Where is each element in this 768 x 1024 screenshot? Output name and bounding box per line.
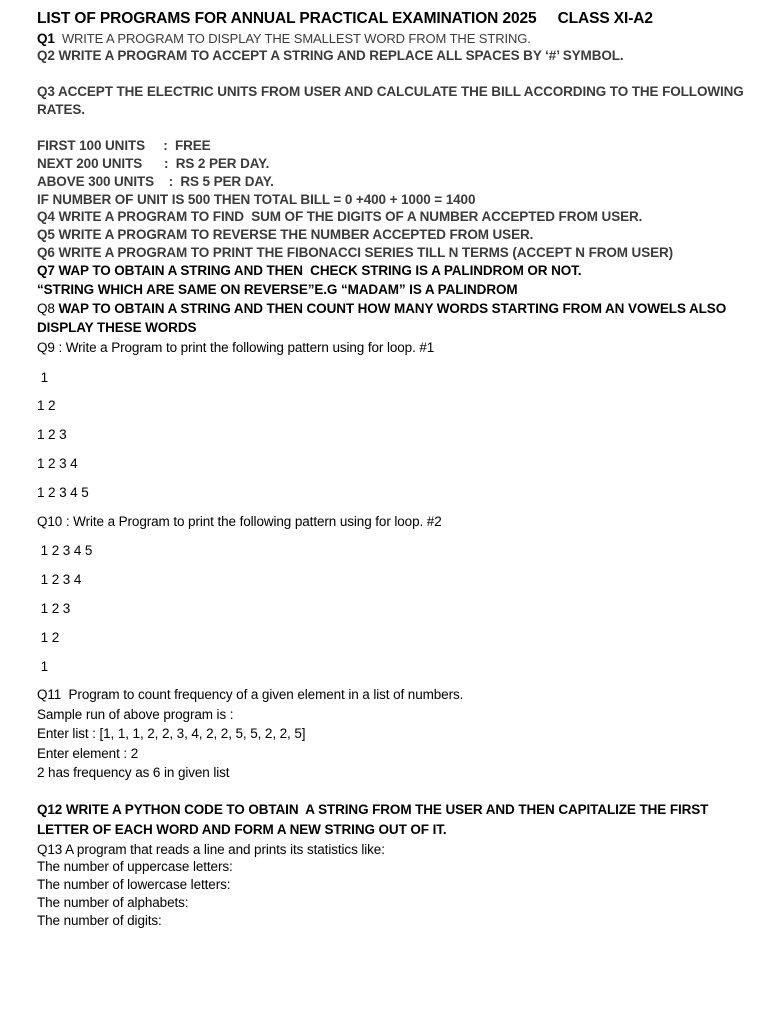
- q3-rate-first: FIRST 100 UNITS : FREE: [37, 138, 211, 153]
- question-q9: Q9 : Write a Program to print the following pattern using for loop. #1: [37, 340, 435, 355]
- q8-text: WAP TO OBTAIN A STRING AND THEN COUNT HOW MANY WORDS STARTING FROM AN VOWELS ALSO: [54, 301, 727, 316]
- q10-pattern-row: 1 2: [37, 630, 60, 645]
- question-q1: [37, 30, 728, 47]
- q13-digits: The number of digits:: [37, 913, 162, 928]
- q1-number: Q1: [37, 31, 55, 46]
- question-q2: Q2 WRITE A PROGRAM TO ACCEPT A STRING AND REPLACE ALL SPACES BY ‘#’ SYMBOL.: [37, 48, 624, 63]
- question-q12-line1: Q12 WRITE A PYTHON CODE TO OBTAIN A STRING FROM THE USER AND THEN CAPITALIZE THE FIRST: [37, 802, 709, 817]
- question-q8-line2: DISPLAY THESE WORDS: [37, 320, 197, 335]
- q1-text: WRITE A PROGRAM TO DISPLAY THE SMALLEST WORD FROM THE STRING.: [54, 31, 531, 46]
- q9-pattern-row: 1 2 3 4: [37, 456, 78, 471]
- q10-pattern-row: 1 2 3: [37, 601, 71, 616]
- question-q13: Q13 A program that reads a line and prints its statistics like:: [37, 842, 385, 857]
- q10-pattern-row: 1 2 3 4: [37, 572, 82, 587]
- question-q11: Q11 Program to count frequency of a given element in a list of numbers.: [37, 687, 464, 702]
- question-q10: Q10 : Write a Program to print the following pattern using for loop. #2: [37, 514, 442, 529]
- q11-sample-run: Sample run of above program is :: [37, 707, 234, 722]
- question-q8-line1: [37, 300, 728, 317]
- q13-lowercase: The number of lowercase letters:: [37, 877, 231, 892]
- q3-example: IF NUMBER OF UNIT IS 500 THEN TOTAL BILL = 0 +400 + 1000 = 1400: [37, 192, 476, 207]
- q10-pattern-row: 1: [37, 659, 49, 674]
- q13-uppercase: The number of uppercase letters:: [37, 859, 233, 874]
- question-q6: Q6 WRITE A PROGRAM TO PRINT THE FIBONACCI SERIES TILL N TERMS (ACCEPT N FROM USER): [37, 245, 674, 260]
- q13-alphabets: The number of alphabets:: [37, 895, 189, 910]
- q8-number: Q8: [37, 301, 55, 316]
- q9-pattern-row: 1 2 3: [37, 427, 67, 442]
- question-q5: Q5 WRITE A PROGRAM TO REVERSE THE NUMBER ACCEPTED FROM USER.: [37, 227, 534, 242]
- question-q3-line2: RATES.: [37, 102, 85, 117]
- q9-pattern-row: 1: [37, 370, 49, 385]
- question-q7-line1: Q7 WAP TO OBTAIN A STRING AND THEN CHECK STRING IS A PALINDROM OR NOT.: [37, 263, 582, 278]
- q9-pattern-row: 1 2: [37, 398, 56, 413]
- q11-enter-list: Enter list : [1, 1, 1, 2, 2, 3, 4, 2, 2, 5, 5, 2, 2, 5]: [37, 726, 306, 741]
- question-q4: Q4 WRITE A PROGRAM TO FIND SUM OF THE DIGITS OF A NUMBER ACCEPTED FROM USER.: [37, 209, 643, 224]
- q9-pattern-row: 1 2 3 4 5: [37, 485, 89, 500]
- page-title: LIST OF PROGRAMS FOR ANNUAL PRACTICAL EXAMINATION 2025 CLASS XI-A2: [37, 10, 653, 27]
- q10-pattern-row: 1 2 3 4 5: [37, 543, 93, 558]
- q11-result: 2 has frequency as 6 in given list: [37, 765, 230, 780]
- question-q7-line2: “STRING WHICH ARE SAME ON REVERSE”E.G “MADAM” IS A PALINDROM: [37, 282, 518, 297]
- question-q12-line2: LETTER OF EACH WORD AND FORM A NEW STRING OUT OF IT.: [37, 822, 447, 837]
- q11-enter-element: Enter element : 2: [37, 746, 139, 761]
- q3-rate-above: ABOVE 300 UNITS : RS 5 PER DAY.: [37, 174, 274, 189]
- q3-rate-next: NEXT 200 UNITS : RS 2 PER DAY.: [37, 156, 270, 171]
- question-q3-line1: Q3 ACCEPT THE ELECTRIC UNITS FROM USER AND CALCULATE THE BILL ACCORDING TO THE FOLLOWING: [37, 84, 744, 99]
